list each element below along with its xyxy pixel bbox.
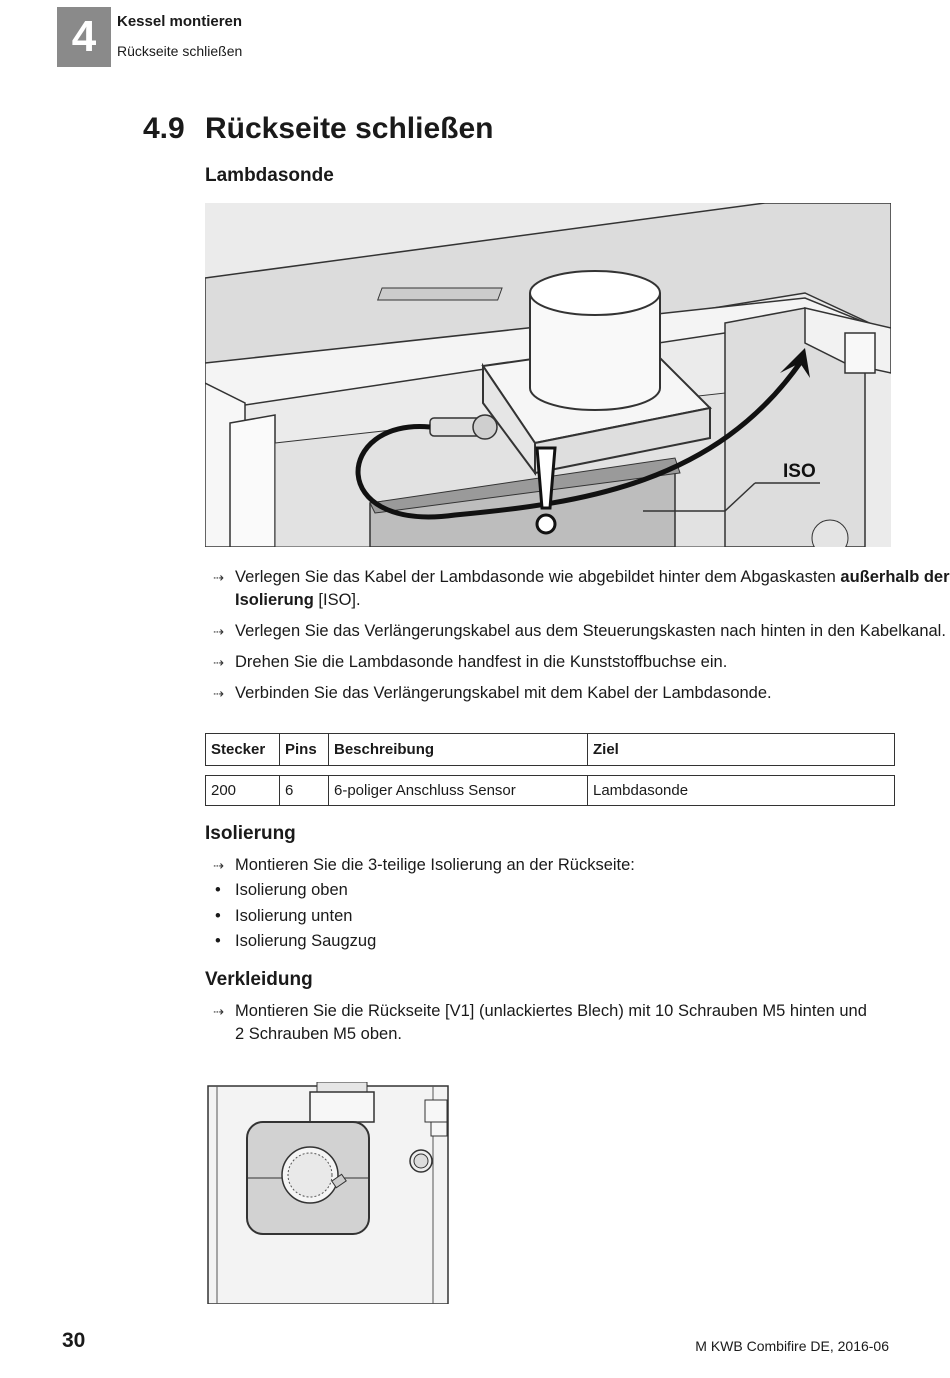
chapter-title: Kessel montieren [117,13,243,30]
table-header-row [205,733,895,766]
list-item: • Isolierung Saugzug [215,929,376,955]
lambdasonde-heading: Lambdasonde [205,165,334,186]
isolierung-list [215,878,376,955]
step-item: ⇢ Verlegen Sie das Kabel der Lambdasonde wie abgebildet hinter dem Abgaskasten außerhalb der Isolierung [ISO]. [213,568,950,609]
chapter-number-badge: 4 [57,7,111,67]
table-header-cell: Ziel [593,741,619,758]
arrow-right-icon: ⇢ [213,655,224,670]
table-header-cell: Pins [280,734,329,765]
isolierung-heading: Isolierung [205,823,296,844]
arrow-right-icon: ⇢ [213,624,224,639]
lambdasonde-steps [213,566,950,713]
page-number: 30 [62,1329,86,1352]
iso-label: ISO [783,461,816,482]
arrow-right-icon: ⇢ [213,686,224,701]
lambdasonde-illustration [205,203,891,547]
section-subtitle: Rückseite schließen [117,43,243,59]
step-item: ⇢ Verbinden Sie das Verlängerungskabel mit dem Kabel der Lambdasonde. [213,682,950,705]
list-item: • Isolierung unten [215,904,376,930]
bullet-icon: • [215,881,221,899]
arrow-right-icon: ⇢ [213,570,224,585]
step-item: ⇢ Verlegen Sie das Verlängerungskabel aus dem Steuerungskasten nach hinten in den Kabelkanal. [213,620,950,643]
rueckseite-drawing [205,1082,451,1304]
bullet-icon: • [215,906,221,925]
step-item: ⇢ Montieren Sie die 3-teilige Isolierung an der Rückseite: [213,854,635,877]
table-header-cell: Beschreibung [329,734,588,765]
section-title-text: Rückseite schließen [205,112,494,145]
bullet-icon: • [215,932,221,950]
verkleidung-heading: Verkleidung [205,969,313,990]
table-header-cell: Stecker [206,734,280,765]
arrow-right-icon: ⇢ [213,858,224,873]
section-number: 4.9 [143,112,185,145]
document-info: M KWB Combifire DE, 2016-06 [695,1338,889,1354]
arrow-right-icon: ⇢ [213,1004,224,1019]
table-row [205,775,895,806]
step-item: ⇢ Drehen Sie die Lambdasonde handfest in die Kunststoffbuchse ein. [213,651,950,674]
table-cell: 6 [280,776,329,805]
table-cell: 6-poliger Anschluss Sensor [329,776,588,805]
table-cell: Lambdasonde [593,782,689,799]
list-item: • Isolierung oben [215,878,376,904]
verkleidung-steps [213,1000,878,1054]
lambdasonde-drawing [205,203,891,547]
section-title [143,112,493,146]
rueckseite-illustration [205,1082,451,1304]
table-cell: 200 [206,776,280,805]
step-item: ⇢ Montieren Sie die Rückseite [V1] (unlackiertes Blech) mit 10 Schrauben M5 hinten und 2 Schrauben M5 oben. [213,1002,867,1043]
